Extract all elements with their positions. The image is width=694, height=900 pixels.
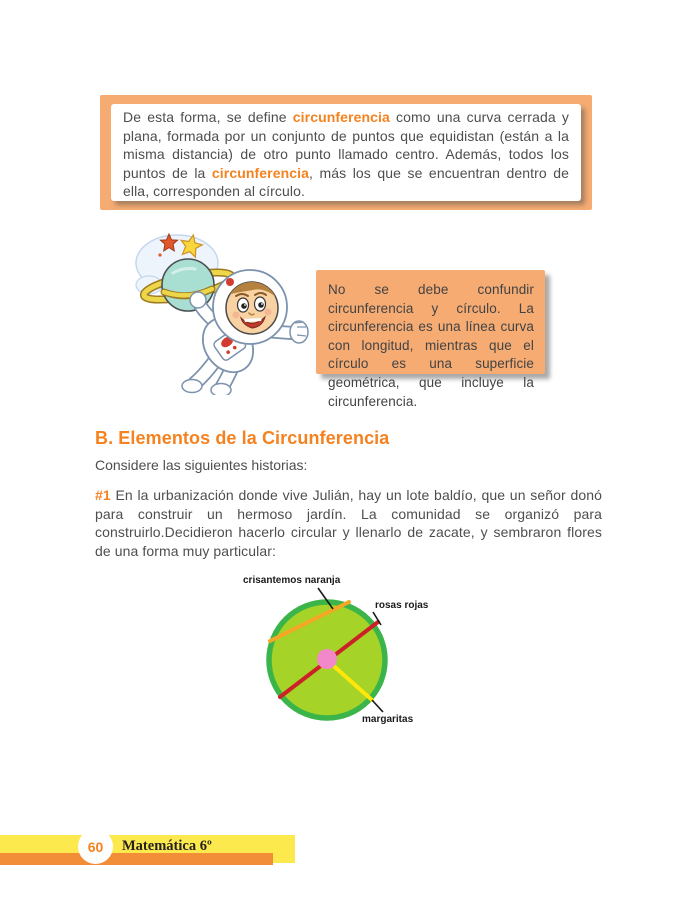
book-title: Matemática 6º: [122, 838, 212, 854]
astronaut-illustration: [133, 223, 313, 395]
note-box: [316, 270, 545, 409]
page-number: 60: [87, 838, 104, 855]
diagram-svg: [235, 572, 450, 732]
chord-label: crisantemos naranja: [243, 575, 341, 586]
definition-seg1: De esta forma, se define: [123, 109, 293, 125]
definition-seg2: como una curva cerrada y plana, formada por un conjunto de puntos que equidistan (están a la misma distancia) de otro punto llamado centro. Además, todos los puntos de la: [123, 109, 569, 181]
astronaut-planet-svg: [133, 223, 313, 395]
definition-box-inner: [111, 104, 581, 201]
radius-label: margaritas: [362, 714, 414, 725]
center-dot: [317, 649, 337, 669]
radius-pointer-line: [372, 700, 383, 712]
story-text: En la urbanización donde vive Julián, hay un lote baldío, que un señor donó para construir un hermoso jardín. La comunidad se organizó para construirlo.Decidieron hacerlo circular y llenarlo de zacate, y sembraron flores de una forma muy particular:: [95, 487, 602, 560]
intro-text: Considere las siguientes historias:: [95, 457, 308, 473]
story-number: #1: [95, 487, 111, 503]
story-paragraph: [95, 486, 602, 561]
section-heading: B. Elementos de la Circunferencia: [95, 428, 390, 448]
star-dot-icon: [158, 253, 161, 256]
garden-circle-diagram: [235, 572, 450, 732]
diameter-label: rosas rojas: [375, 600, 429, 611]
definition-text: [123, 108, 569, 201]
page-number-badge: [78, 829, 113, 864]
definition-box: [100, 95, 592, 210]
definition-highlight-1: circunferencia: [292, 109, 390, 125]
definition-highlight-2: circunferencia: [211, 164, 310, 181]
note-text: No se debe confundir circunferencia y círculo. La circunferencia es una línea curva con longitud, mientras que el círculo es una superficie geométrica, que incluye la circunferencia.: [328, 282, 534, 409]
definition-seg3: , más los que se encuentran dentro de ella, corresponden al círculo.: [123, 164, 569, 200]
